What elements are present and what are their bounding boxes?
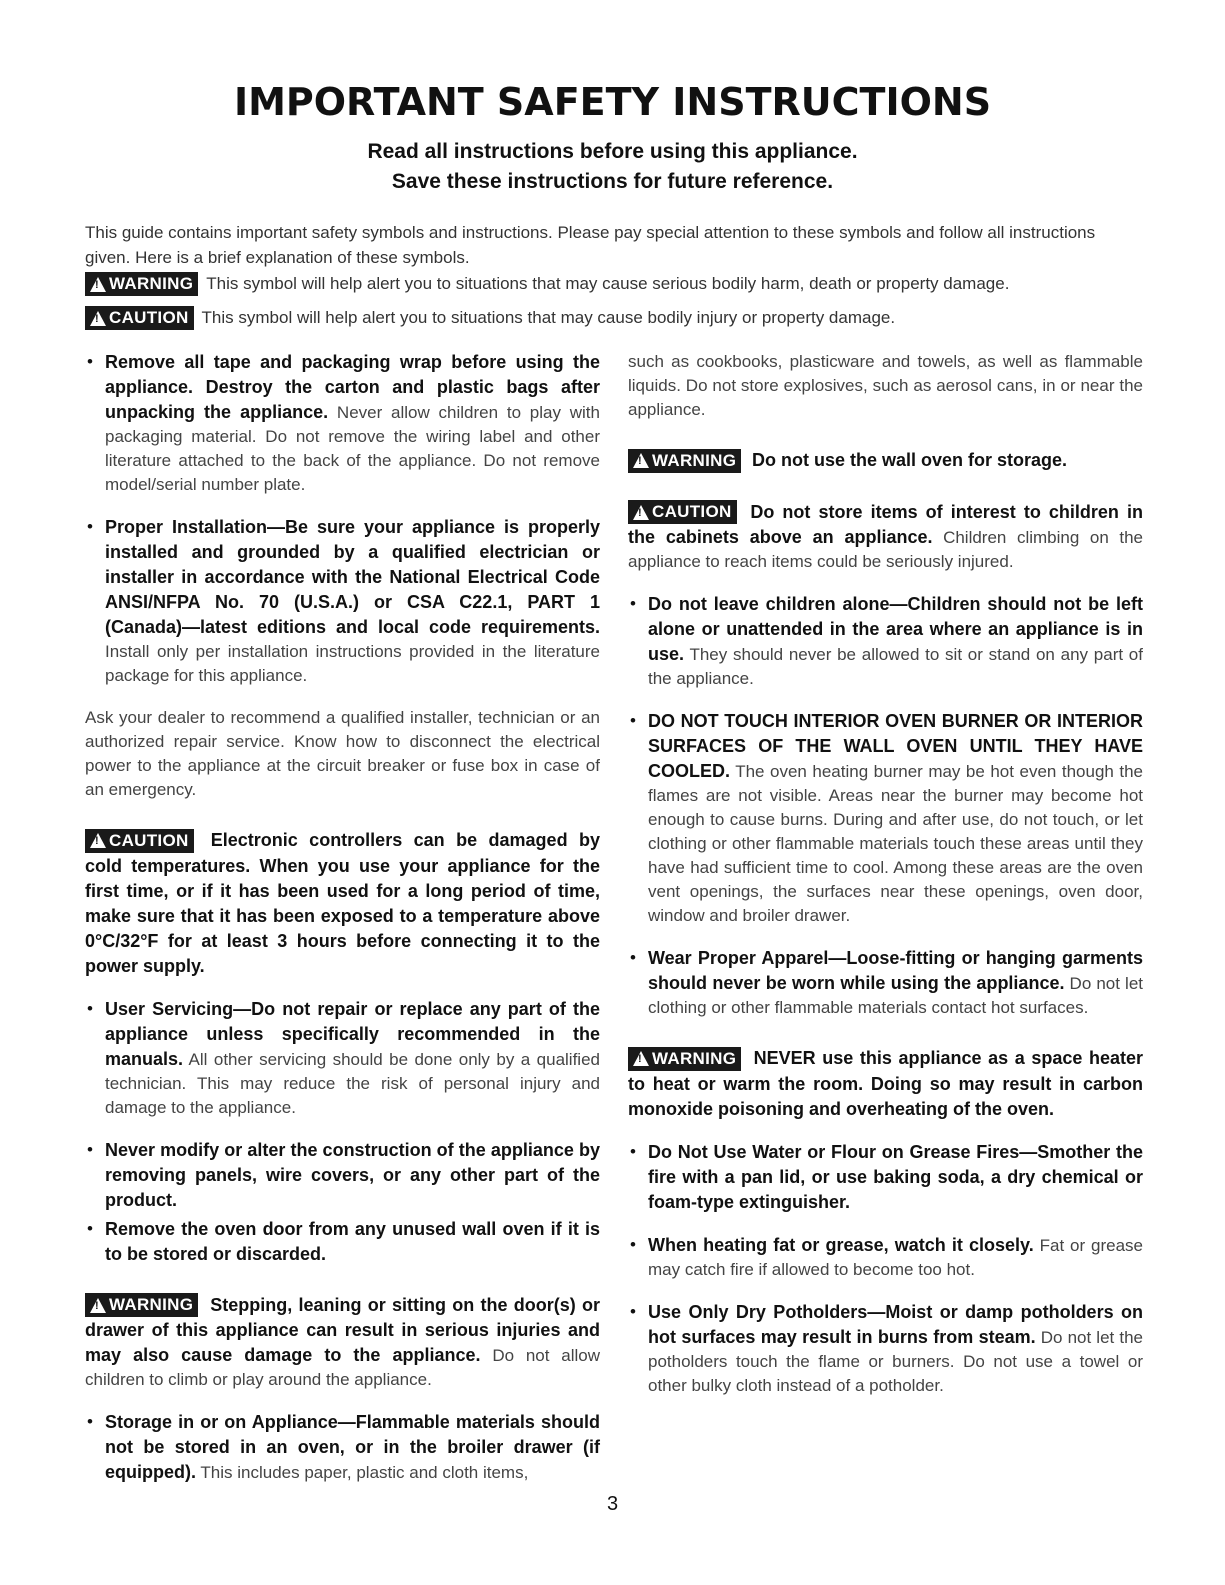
- left-column: [85, 350, 600, 1503]
- warning-badge: ! WARNING: [85, 1293, 198, 1317]
- list-item: • Never modify or alter the construction of the appliance by removing panels, wire covers, or any other part of the product.: [85, 1138, 600, 1213]
- right-column: [628, 350, 1143, 1416]
- list-item: • When heating fat or grease, watch it closely. Fat or grease may catch fire if allowed to become too hot.: [628, 1233, 1143, 1282]
- dealer-paragraph: Ask your dealer to recommend a qualified installer, technician or an authorized repair service. Know how to disconnect the electrical power to the appliance at the circuit breaker or fuse box in case of an emergency.: [85, 708, 600, 799]
- list-item: • DO NOT TOUCH INTERIOR OVEN BURNER OR INTERIOR SURFACES OF THE WALL OVEN UNTIL THEY HAVE COOLED. The oven heating burner may be hot even though the flames are not visible. Areas near the burner may become hot enough to cause burns. During and after use, do not touch, or let clothing or other flammable materials touch these areas until they have had sufficient time to cool. Among these areas are the oven vent openings, the surfaces near these openings, oven door, window and broiler drawer.: [628, 709, 1143, 928]
- caution-badge: ! CAUTION: [85, 306, 194, 330]
- subtitle-read: Read all instructions before using this appliance.: [367, 140, 858, 163]
- alert-triangle-icon: [90, 311, 106, 326]
- alert-triangle-icon: [633, 505, 649, 520]
- warning-explanation: This symbol will help alert you to situations that may cause serious bodily harm, death or property damage.: [206, 274, 1010, 293]
- caution-badge: ! CAUTION: [85, 829, 194, 853]
- caution-badge: ! CAUTION: [628, 500, 737, 524]
- caution-notice: ! CAUTION Do not store items of interest to children in the cabinets above an appliance. Children climbing on the appliance to reach items could be seriously injured.: [628, 500, 1143, 575]
- list-item: • User Servicing—Do not repair or replace any part of the appliance unless specifically recommended in the manuals. All other servicing should be done only by a qualified technician. This may reduce the risk of personal injury and damage to the appliance.: [85, 997, 600, 1120]
- list-item: • Use Only Dry Potholders—Moist or damp potholders on hot surfaces may result in burns from steam. Do not let the potholders touch the flame or burners. Do not use a towel or other bulky cloth instead of a potholder.: [628, 1300, 1143, 1398]
- page-number: 3: [606, 1493, 619, 1515]
- caution-notice: ! CAUTION Electronic controllers can be damaged by cold temperatures. When you use your appliance for the first time, or if it has been used for a long period of time, make sure that it has been exposed to a temperature above 0°C/32°F for at least 3 hours before connecting it to the power supply.: [85, 828, 600, 979]
- alert-triangle-icon: [90, 1298, 106, 1313]
- warning-symbol-row: [85, 272, 1165, 296]
- caution-explanation: This symbol will help alert you to situations that may cause bodily injury or property damage.: [201, 308, 896, 327]
- warning-badge: ! WARNING: [85, 272, 198, 296]
- warning-badge: ! WARNING: [628, 449, 741, 473]
- list-item: • Remove all tape and packaging wrap before using the appliance. Destroy the carton and plastic bags after unpacking the appliance. Never allow children to play with packaging material. Do not remove the wiring label and other literature attached to the back of the appliance. Do not remove model/serial number plate.: [85, 350, 600, 497]
- list-item: • Remove the oven door from any unused wall oven if it is to be stored or discarded.: [85, 1217, 600, 1267]
- page-title: IMPORTANT SAFETY INSTRUCTIONS: [233, 80, 992, 124]
- alert-triangle-icon: [633, 1051, 649, 1066]
- warning-notice: ! WARNING NEVER use this appliance as a space heater to heat or warm the room. Doing so may result in carbon monoxide poisoning and overheating of the oven.: [628, 1046, 1143, 1122]
- warning-notice: ! WARNING Do not use the wall oven for storage.: [628, 448, 1143, 474]
- list-item: • Do not leave children alone—Children should not be left alone or unattended in the area where an appliance is in use. They should never be allowed to sit or stand on any part of the appliance.: [628, 592, 1143, 691]
- list-item: • Wear Proper Apparel—Loose-fitting or hanging garments should never be worn while using the appliance. Do not let clothing or other flammable materials contact hot surfaces.: [628, 946, 1143, 1020]
- list-item: • Storage in or on Appliance—Flammable materials should not be stored in an oven, or in the broiler drawer (if equipped). This includes paper, plastic and cloth items,: [85, 1410, 600, 1485]
- warning-notice: ! WARNING Stepping, leaning or sitting on the door(s) or drawer of this appliance can result in serious injuries and may also cause damage to the appliance. Do not allow children to climb or play around the appliance.: [85, 1293, 600, 1393]
- alert-triangle-icon: [633, 453, 649, 468]
- warning-badge: ! WARNING: [628, 1047, 741, 1071]
- storage-continued-paragraph: such as cookbooks, plasticware and towels, as well as flammable liquids. Do not store explosives, such as aerosol cans, in or near the appliance.: [628, 352, 1143, 419]
- subtitle-save: Save these instructions for future reference.: [391, 170, 834, 193]
- alert-triangle-icon: [90, 277, 106, 292]
- list-item: • Proper Installation—Be sure your appliance is properly installed and grounded by a qualified electrician or installer in accordance with the National Electrical Code ANSI/NFPA No. 70 (U.S.A.) or CSA C22.1, PART 1 (Canada)—latest editions and local code requirements. Install only per installation instructions provided in the literature package for this appliance.: [85, 515, 600, 688]
- list-item: • Do Not Use Water or Flour on Grease Fires—Smother the fire with a pan lid, or use baking soda, a dry chemical or foam-type extinguisher.: [628, 1140, 1143, 1215]
- caution-symbol-row: [85, 306, 1165, 330]
- intro-paragraph: This guide contains important safety symbols and instructions. Please pay special attention to these symbols and follow all instructions given. Here is a brief explanation of these symbols.: [85, 223, 1096, 267]
- alert-triangle-icon: [90, 833, 106, 848]
